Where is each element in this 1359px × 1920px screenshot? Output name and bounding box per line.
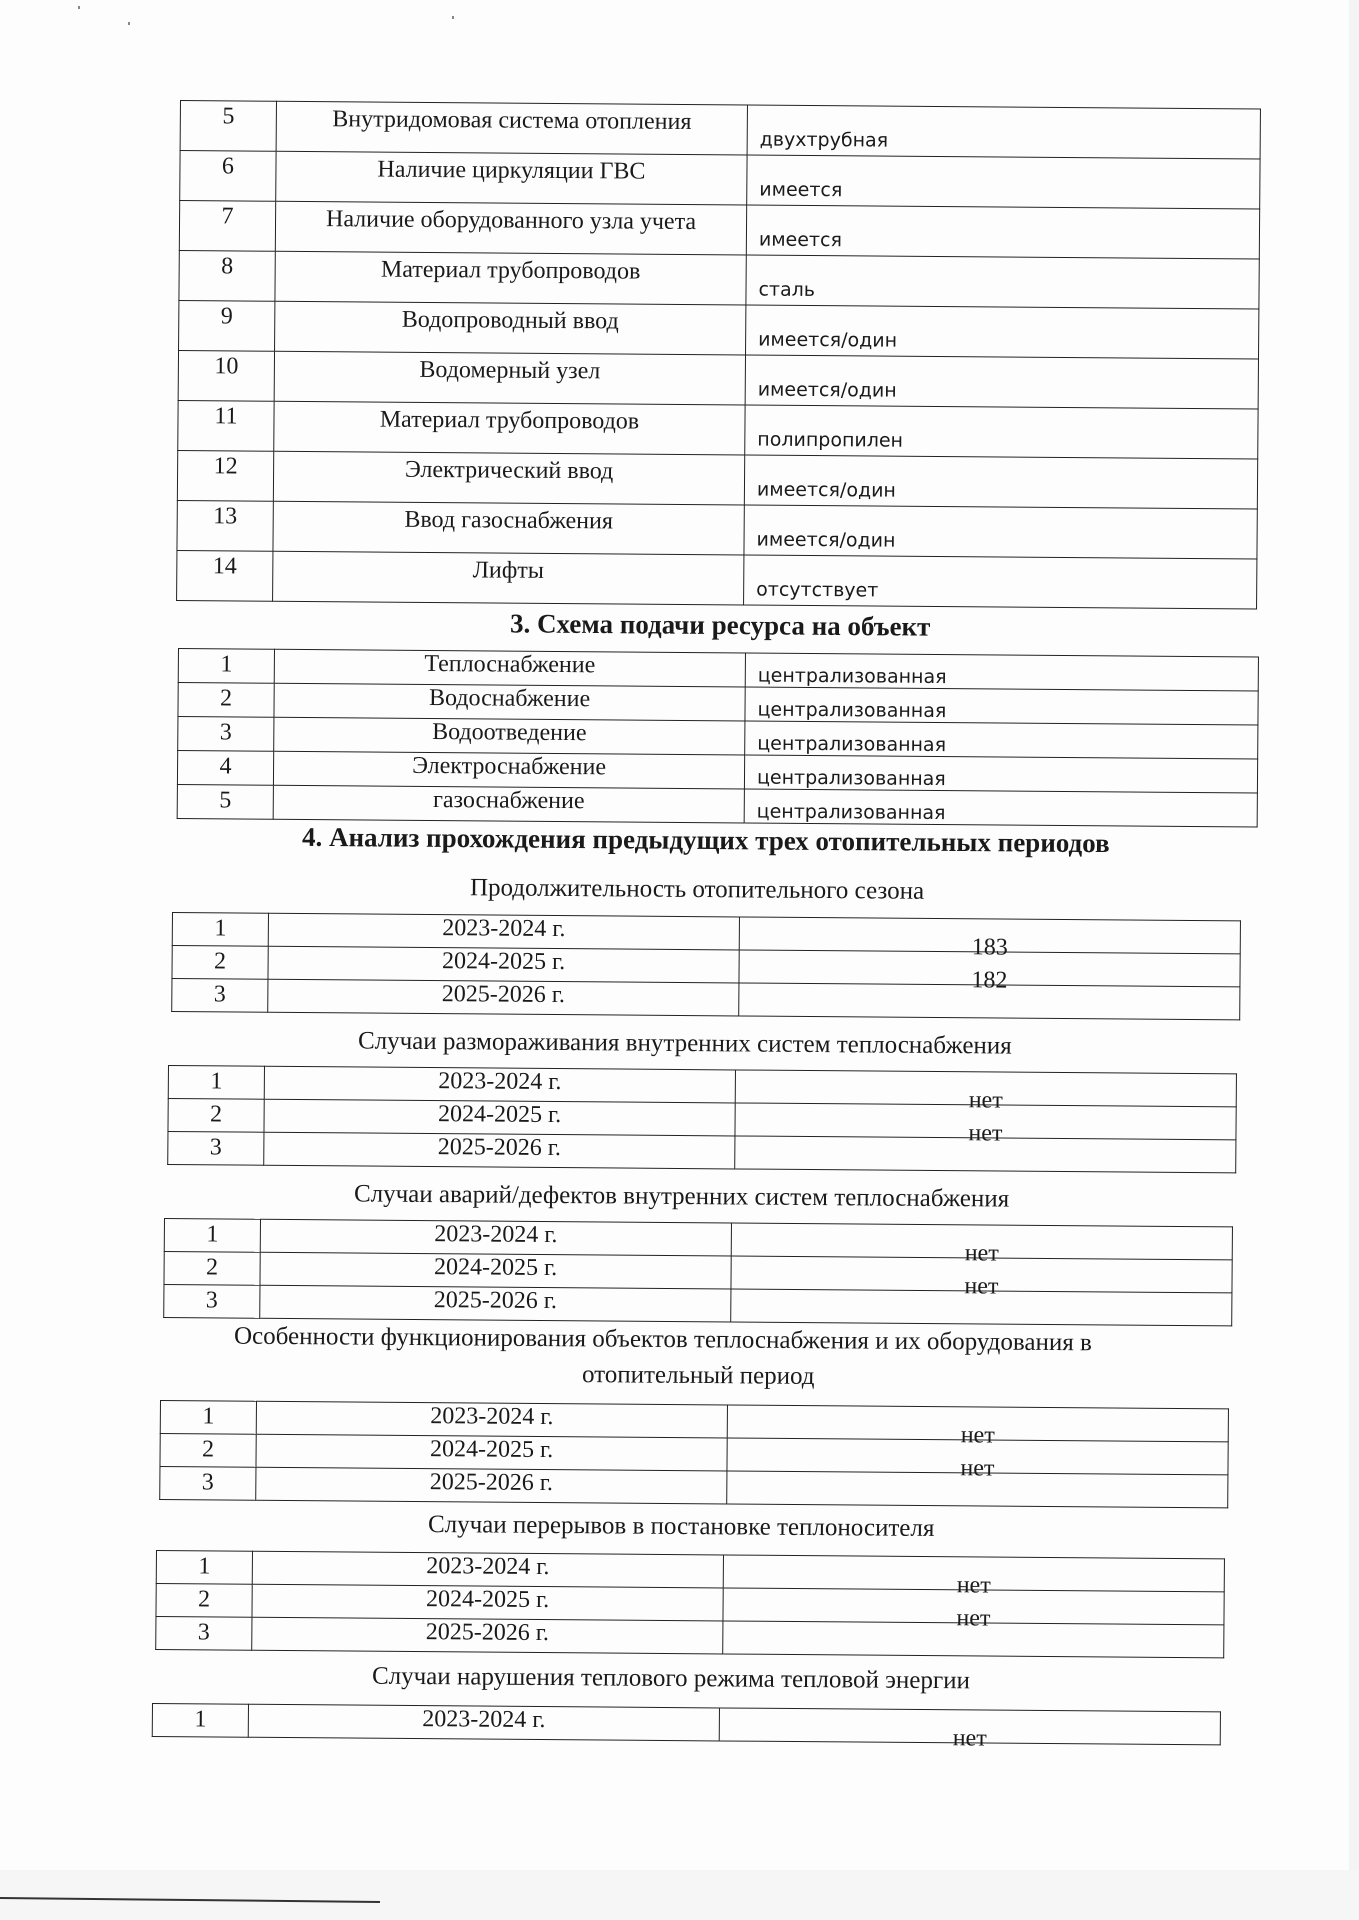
table-row — [177, 450, 1257, 508]
row-value: имеется/один — [745, 355, 1258, 409]
table-row — [178, 350, 1258, 408]
defrost-cases-title: Случаи размораживания внутренних систем теплоснабжения — [357, 1027, 1012, 1060]
period-value: 183 — [971, 934, 1008, 961]
table-row — [178, 400, 1258, 458]
table-row — [164, 1285, 1232, 1326]
row-number: 2 — [178, 683, 274, 718]
row-number: 3 — [178, 717, 274, 752]
row-number: 1 — [156, 1551, 252, 1585]
table-row — [180, 101, 1260, 159]
row-label: Водопроводный ввод — [275, 301, 746, 355]
row-label: Электроснабжение — [273, 751, 744, 789]
row-value: отсутствует — [744, 555, 1257, 609]
row-number: 13 — [177, 500, 273, 551]
row-label: Теплоснабжение — [274, 649, 745, 687]
accidents-defects-title: Случаи аварий/дефектов внутренних систем теплоснабжения — [353, 1180, 1010, 1213]
period-label: 2023-2024 г. — [252, 1551, 723, 1588]
row-number: 1 — [178, 649, 274, 684]
period-label: 2023-2024 г. — [264, 1066, 735, 1103]
section-3-title: 3. Схема подачи ресурса на объект — [509, 608, 931, 642]
row-label: Наличие циркуляции ГВС — [276, 151, 747, 205]
row-label: Материал трубопроводов — [274, 401, 745, 455]
scan-speck — [78, 6, 80, 9]
row-number: 1 — [172, 913, 268, 947]
coolant-interruptions-title: Случаи перерывов в постановке теплоносителя — [427, 1511, 935, 1542]
period-label: 2023-2024 г. — [256, 1401, 727, 1438]
period-label: 2024-2025 г. — [252, 1584, 723, 1621]
coolant-interruptions-table — [155, 1550, 1225, 1658]
thermal-regime-violations-table — [152, 1703, 1221, 1752]
row-number: 6 — [180, 151, 276, 202]
row-number: 10 — [178, 350, 274, 401]
defrost-cases-table — [167, 1065, 1237, 1173]
period-label: 2024-2025 г. — [256, 1434, 727, 1471]
table-row — [177, 550, 1257, 608]
row-number: 9 — [179, 300, 275, 351]
table-row — [179, 300, 1259, 358]
row-value: имеется/один — [744, 505, 1257, 559]
row-label: Материал трубопроводов — [275, 251, 746, 305]
row-number: 5 — [180, 101, 276, 152]
table-row — [177, 784, 1257, 826]
period-label: 2023-2024 г. — [248, 1704, 719, 1741]
period-label: 2024-2025 г. — [268, 946, 739, 983]
table-row — [180, 151, 1260, 209]
row-label: Внутридомовая система отопления — [276, 101, 747, 155]
table-row — [179, 201, 1259, 259]
row-value: сталь — [746, 255, 1259, 309]
period-value: нет — [952, 1725, 987, 1752]
scan-edge — [1349, 0, 1359, 1870]
period-value: нет — [968, 1120, 1003, 1147]
row-number: 1 — [168, 1066, 264, 1100]
row-value: централизованная — [745, 721, 1258, 759]
row-label: Наличие оборудованного узла учета — [275, 201, 746, 255]
scan-edge — [0, 1870, 1359, 1920]
thermal-regime-violations-title: Случаи нарушения теплового режима тепловой энергии — [371, 1662, 971, 1695]
operation-features-table — [159, 1400, 1229, 1508]
row-value: централизованная — [744, 789, 1257, 827]
period-value — [723, 1637, 1223, 1641]
period-label: 2023-2024 г. — [260, 1219, 731, 1256]
heating-season-duration-title: Продолжительность отопительного сезона — [469, 874, 925, 905]
row-number: 3 — [164, 1285, 260, 1319]
period-value: нет — [968, 1087, 1003, 1114]
row-value: централизованная — [744, 755, 1257, 793]
row-value: двухтрубная — [747, 105, 1260, 159]
row-number: 1 — [164, 1219, 260, 1253]
row-label: Водоотведение — [274, 717, 745, 755]
table-row — [177, 500, 1257, 558]
row-label: Электрический ввод — [273, 451, 744, 505]
row-label: Лифты — [273, 551, 744, 605]
row-number: 2 — [168, 1099, 264, 1133]
table-row — [160, 1467, 1228, 1508]
period-value: нет — [960, 1455, 995, 1482]
row-value: имеется — [747, 155, 1260, 209]
row-number: 11 — [178, 400, 274, 451]
row-number: 7 — [179, 201, 275, 252]
row-number: 1 — [152, 1704, 248, 1738]
row-value: полипропилен — [745, 405, 1258, 459]
table-row — [179, 250, 1259, 308]
period-value — [739, 999, 1239, 1003]
period-label: 2024-2025 г. — [264, 1099, 735, 1136]
period-label: 2025-2026 г. — [256, 1467, 727, 1504]
row-number: 2 — [156, 1584, 252, 1618]
section-4-title: 4. Анализ прохождения предыдущих трех отопительных периодов — [301, 821, 1110, 859]
row-label: Ввод газоснабжения — [273, 501, 744, 555]
period-value: 182 — [971, 967, 1008, 994]
scan-speck — [452, 16, 454, 19]
period-label: 2025-2026 г. — [268, 979, 739, 1016]
period-label: 2025-2026 г. — [260, 1285, 731, 1322]
row-number: 3 — [172, 979, 268, 1013]
row-number: 5 — [177, 784, 273, 819]
row-number: 3 — [160, 1467, 256, 1501]
operation-features-title-line2: отопительный период — [581, 1361, 815, 1390]
engineering-systems-table — [176, 100, 1261, 609]
row-label: Водомерный узел — [274, 351, 745, 405]
row-number: 4 — [177, 751, 273, 786]
period-value: нет — [956, 1572, 991, 1599]
row-number: 2 — [160, 1434, 256, 1468]
scan-speck — [128, 22, 130, 25]
row-number: 14 — [177, 550, 273, 601]
period-label: 2025-2026 г. — [264, 1132, 735, 1169]
period-value — [727, 1487, 1227, 1491]
period-value — [731, 1305, 1231, 1309]
heating-season-duration-table — [171, 912, 1241, 1020]
period-value: нет — [964, 1273, 999, 1300]
table-row — [168, 1132, 1236, 1173]
resource-supply-table — [177, 648, 1259, 827]
row-number: 12 — [177, 450, 273, 501]
row-value: имеется/один — [744, 455, 1257, 509]
period-label: 2023-2024 г. — [268, 913, 739, 950]
accidents-defects-table — [163, 1218, 1233, 1326]
row-label: газоснабжение — [273, 785, 744, 823]
table-row — [152, 1704, 1220, 1745]
row-number: 2 — [172, 946, 268, 980]
row-number: 3 — [168, 1132, 264, 1166]
table-row — [156, 1617, 1224, 1658]
period-label: 2024-2025 г. — [260, 1252, 731, 1289]
table-row — [172, 979, 1240, 1020]
row-label: Водоснабжение — [274, 683, 745, 721]
row-number: 1 — [160, 1401, 256, 1435]
row-number: 3 — [156, 1617, 252, 1651]
row-value: централизованная — [745, 653, 1258, 691]
row-value: имеется/один — [746, 305, 1259, 359]
period-value — [735, 1152, 1235, 1156]
row-value: имеется — [746, 205, 1259, 259]
row-number: 2 — [164, 1252, 260, 1286]
period-value: нет — [960, 1422, 995, 1449]
period-value: нет — [956, 1605, 991, 1632]
row-value: централизованная — [745, 687, 1258, 725]
row-number: 8 — [179, 250, 275, 301]
period-value: нет — [964, 1240, 999, 1267]
operation-features-title: Особенности функционирования объектов теплоснабжения и их оборудования в — [233, 1322, 1092, 1357]
period-label: 2025-2026 г. — [252, 1617, 723, 1654]
